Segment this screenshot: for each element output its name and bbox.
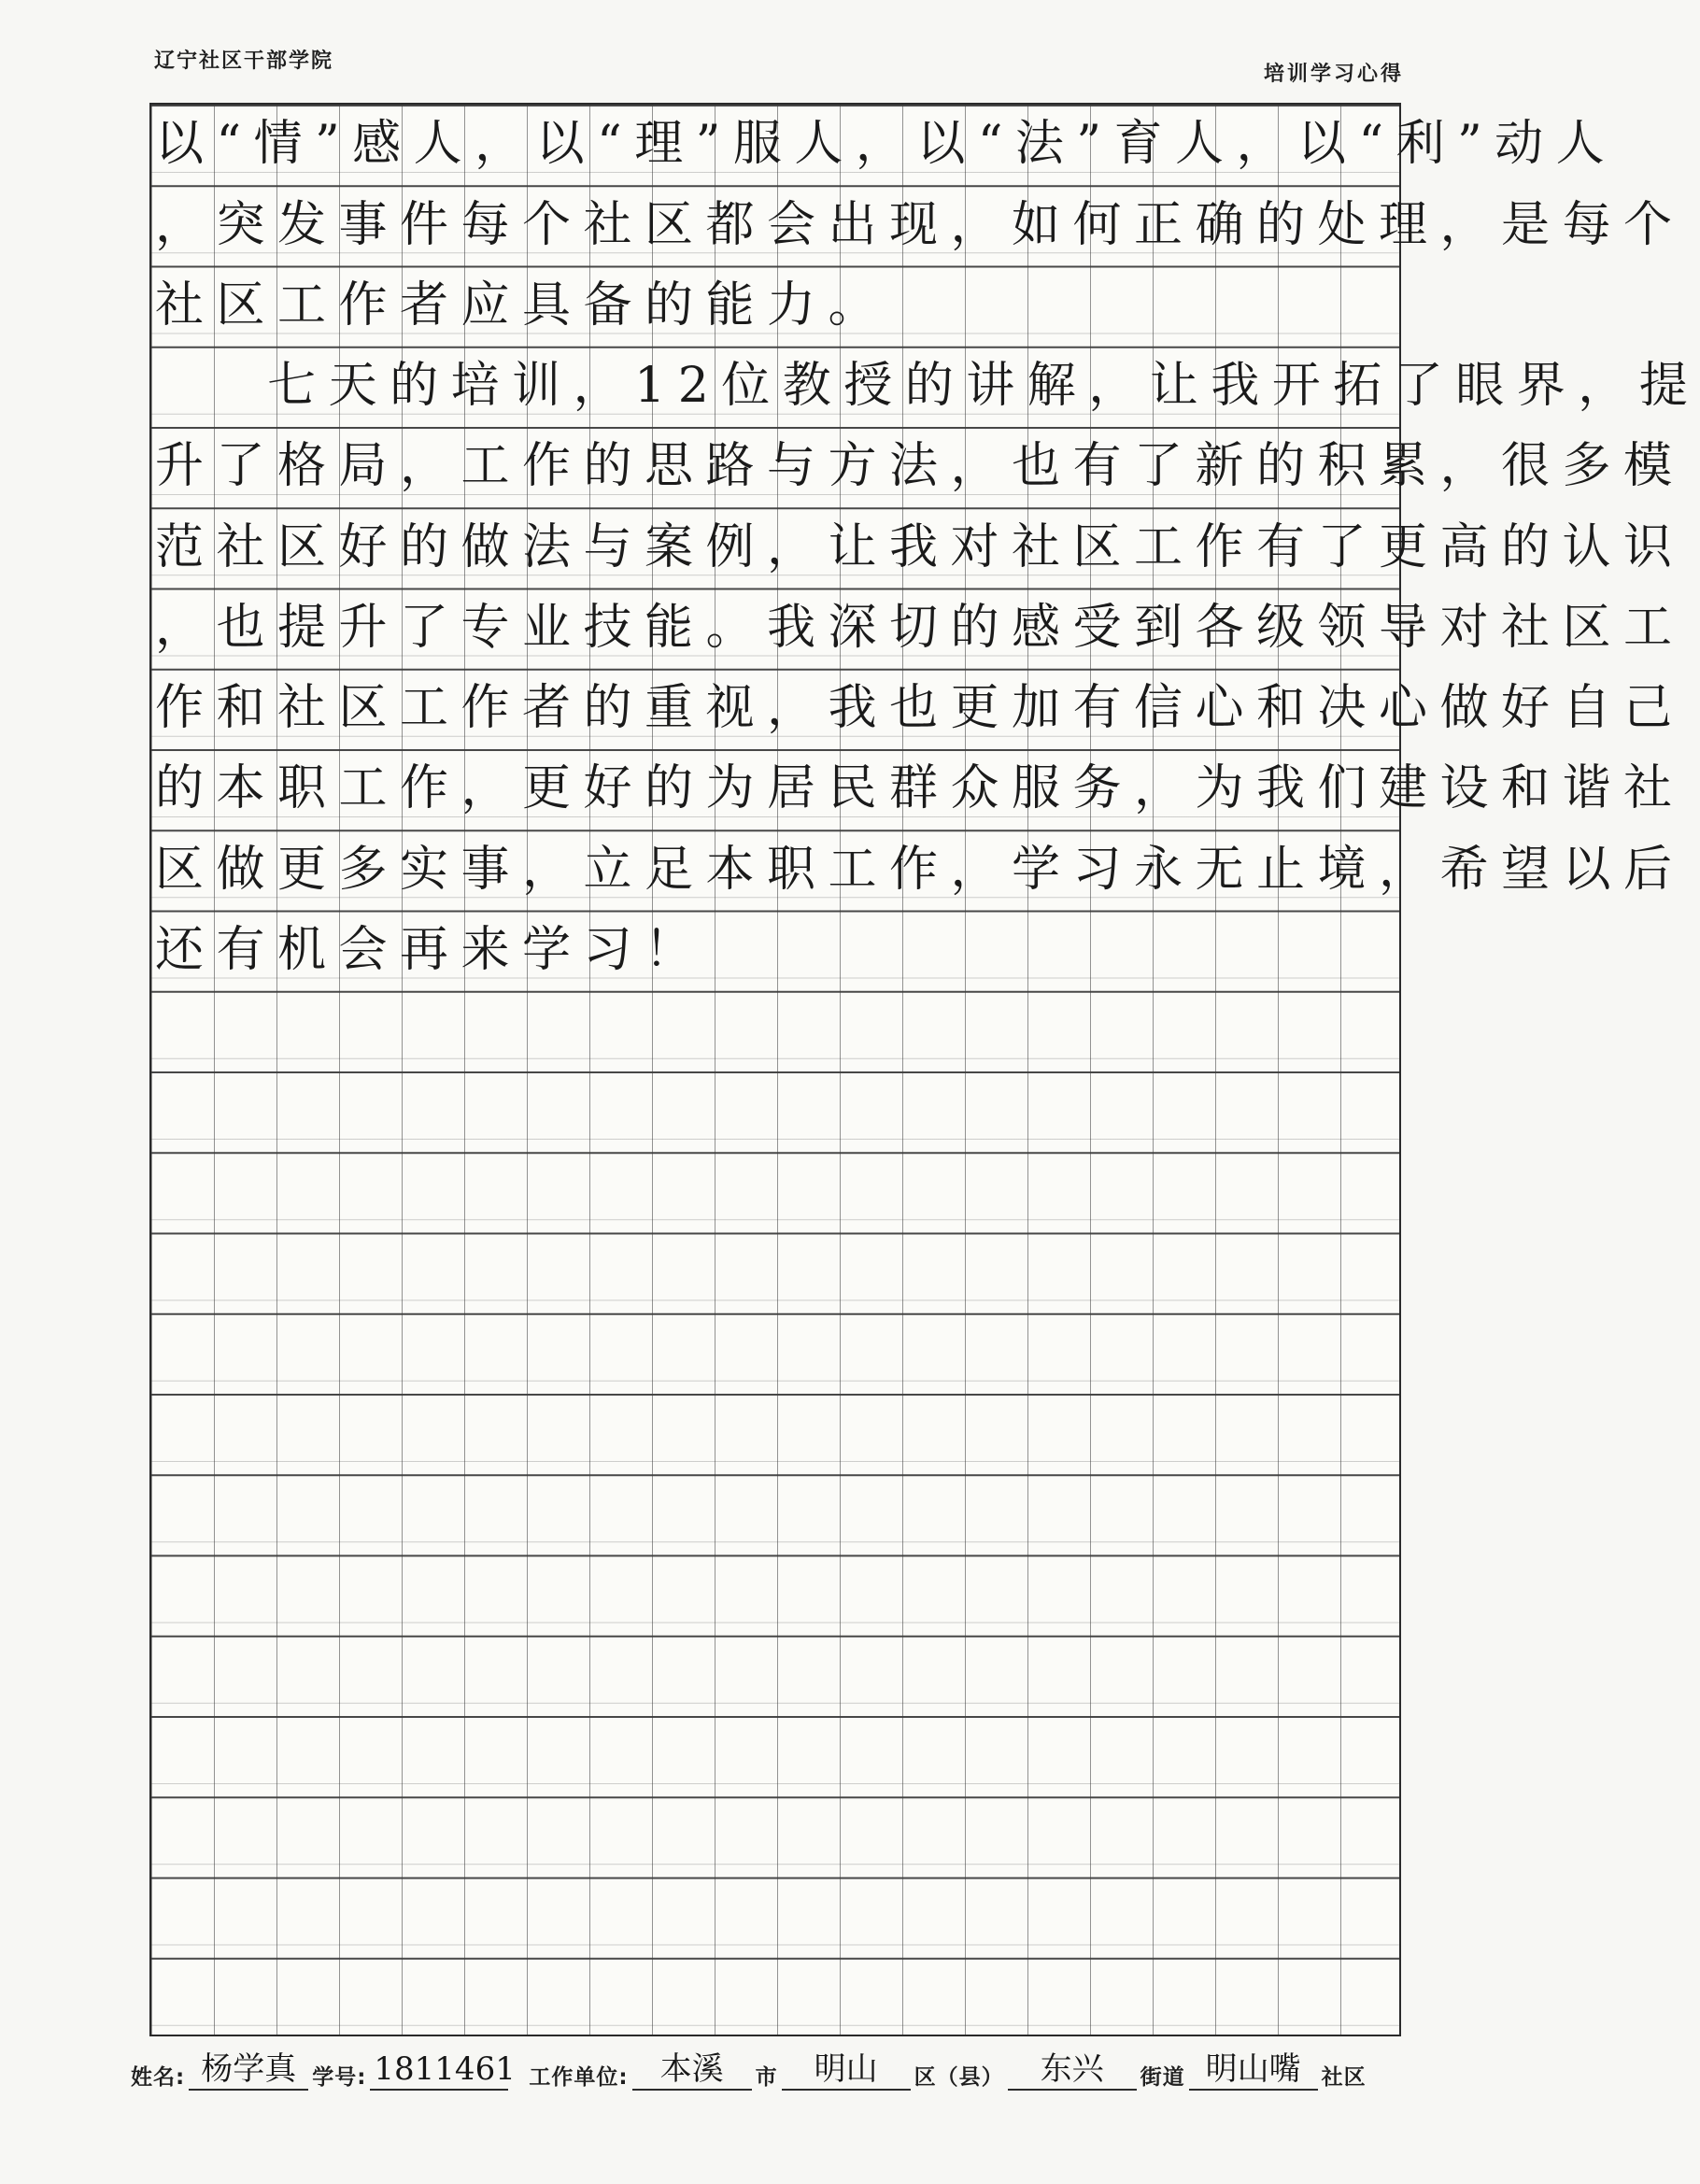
district-label: 区（县） — [914, 2065, 1004, 2090]
text-line-6: 范社区好的做法与案例，让我对社区工作有了更高的认识 — [155, 518, 1685, 575]
city-value: 本溪 — [632, 2049, 752, 2091]
document-type: 培训学习心得 — [1263, 63, 1404, 86]
text-line-10: 区做更多实事，立足本职工作，学习永无止境，希望以后 — [155, 841, 1685, 898]
id-value: 1811461 — [370, 2049, 508, 2091]
street-label: 街道 — [1140, 2065, 1185, 2090]
community-value: 明山嘴 — [1189, 2049, 1318, 2091]
institution-name: 辽宁社区干部学院 — [154, 50, 334, 73]
text-line-4: 七天的培训，12位教授的讲解，让我开拓了眼界，提 — [155, 358, 1700, 414]
text-line-7: ，也提升了专业技能。我深切的感受到各级领导对社区工 — [155, 599, 1685, 656]
district-value: 明山 — [782, 2049, 911, 2091]
handwritten-text — [149, 103, 1700, 989]
text-line-5: 升了格局，工作的思路与方法，也有了新的积累，很多模 — [155, 438, 1685, 495]
text-line-2: ，突发事件每个社区都会出现，如何正确的处理，是每个 — [155, 196, 1685, 253]
community-label: 社区 — [1321, 2065, 1367, 2090]
signature-row — [131, 2044, 1420, 2091]
text-line-8: 作和社区工作者的重视，我也更加有信心和决心做好自己 — [155, 680, 1685, 736]
unit-label: 工作单位: — [529, 2065, 629, 2090]
name-value: 杨学真 — [189, 2049, 308, 2091]
text-line-1: 以“情”感人，以“理”服人，以“法”育人，以“利”动人 — [155, 116, 1618, 173]
city-label: 市 — [755, 2065, 778, 2090]
text-line-3: 社区工作者应具备的能力。 — [155, 277, 890, 333]
text-line-9: 的本职工作，更好的为居民群众服务，为我们建设和谐社 — [155, 760, 1685, 817]
text-line-11: 还有机会再来学习！ — [155, 921, 706, 978]
name-label: 姓名: — [131, 2065, 186, 2090]
street-value: 东兴 — [1008, 2049, 1137, 2091]
id-label: 学号: — [312, 2065, 367, 2090]
